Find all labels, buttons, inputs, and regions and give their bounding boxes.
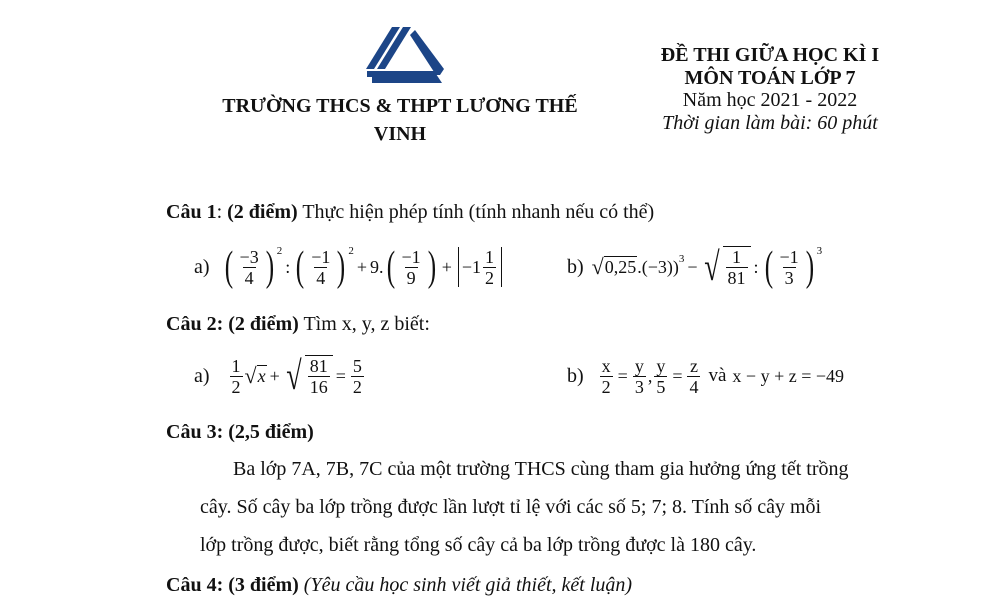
part-label: b): [567, 255, 584, 278]
exam-duration: Thời gian làm bài: 60 phút: [662, 111, 878, 134]
school-name: [150, 92, 650, 148]
question-3-line1: Ba lớp 7A, 7B, 7C của một trường THCS cùng tham gia hưởng ứng tết trồng: [233, 458, 849, 480]
school-triangle-logo-icon: [362, 25, 446, 85]
question-3-title: Câu 3: (2,5 điểm): [166, 421, 314, 443]
question-3-line2: cây. Số cây ba lớp trồng được lần lượt tỉ lệ với các số 5; 7; 8. Tính số cây mỗi: [200, 496, 822, 518]
question-3-line3: lớp trồng được, biết rằng tổng số cây cả ba lớp trồng được là 180 cây.: [200, 534, 757, 556]
exam-title-line2: MÔN TOÁN LỚP 7: [684, 66, 856, 89]
part-label: a): [194, 364, 210, 387]
math-expression-1a: ( $\frac{-3}{4}$ ) 2 : ( $\frac{-1}{4}$ ) 2 + 9. ( $\frac{-1}{9}$ ) + −1 $\frac{1}{2}$: [222, 246, 505, 288]
question-3-points: (2,5 điểm): [228, 421, 314, 443]
question-2-title: Câu 2: (2 điểm) Tìm x, y, z biết:: [166, 313, 430, 335]
part-label: a): [194, 255, 210, 278]
exam-info: [620, 44, 920, 134]
question-4-title: Câu 4: (3 điểm) (Yêu cầu học sinh viết giả thiết, kết luận): [166, 574, 633, 596]
question-2a: [194, 350, 366, 402]
question-2-prompt: Tìm x, y, z biết:: [303, 313, 430, 335]
question-1b: [567, 237, 822, 297]
school-name-line1: TRƯỜNG THCS & THPT LƯƠNG THẾ: [222, 95, 578, 117]
question-4-points: (3 điểm): [228, 574, 299, 596]
question-4-note: (Yêu cầu học sinh viết giả thiết, kết luận): [303, 574, 633, 596]
school-year: Năm học 2021 - 2022: [682, 89, 858, 111]
question-4-label: Câu 4: [166, 574, 217, 596]
question-1-title: Câu 1: (2 điểm) Thực hiện phép tính (tính nhanh nếu có thể): [166, 201, 655, 223]
question-2-points: (2 điểm): [228, 313, 299, 335]
school-name-line2: VINH: [373, 123, 427, 145]
part-label: b): [567, 364, 584, 387]
school-logo: [362, 25, 446, 85]
math-expression-2a: $\frac{1}{2}$ √ x + √ $\frac{81}{16}$ = $\frac{5}{2}$: [231, 353, 362, 398]
question-3-label: Câu 3: [166, 421, 217, 443]
question-2b: [567, 350, 844, 402]
math-expression-1b: √ 0,25 .(−3) ) 3 − √ $\frac{1}{81}$ : ( $\frac{-1}{3}$ ) 3: [591, 244, 823, 290]
math-expression-2b: $\frac{x}{2}$ = $\frac{y}{3}$ , $\frac{y}{5}$ = $\frac{z}{4}$ và x − y + z = −49: [601, 355, 845, 397]
exam-title-line1: ĐỀ THI GIỮA HỌC KÌ I: [660, 44, 880, 66]
question-1-label: Câu 1: [166, 201, 217, 223]
question-1-prompt: Thực hiện phép tính (tính nhanh nếu có thể): [302, 201, 655, 223]
question-1a: [194, 237, 505, 297]
question-1-points: (2 điểm): [227, 201, 298, 223]
question-2-label: Câu 2: [166, 313, 217, 335]
